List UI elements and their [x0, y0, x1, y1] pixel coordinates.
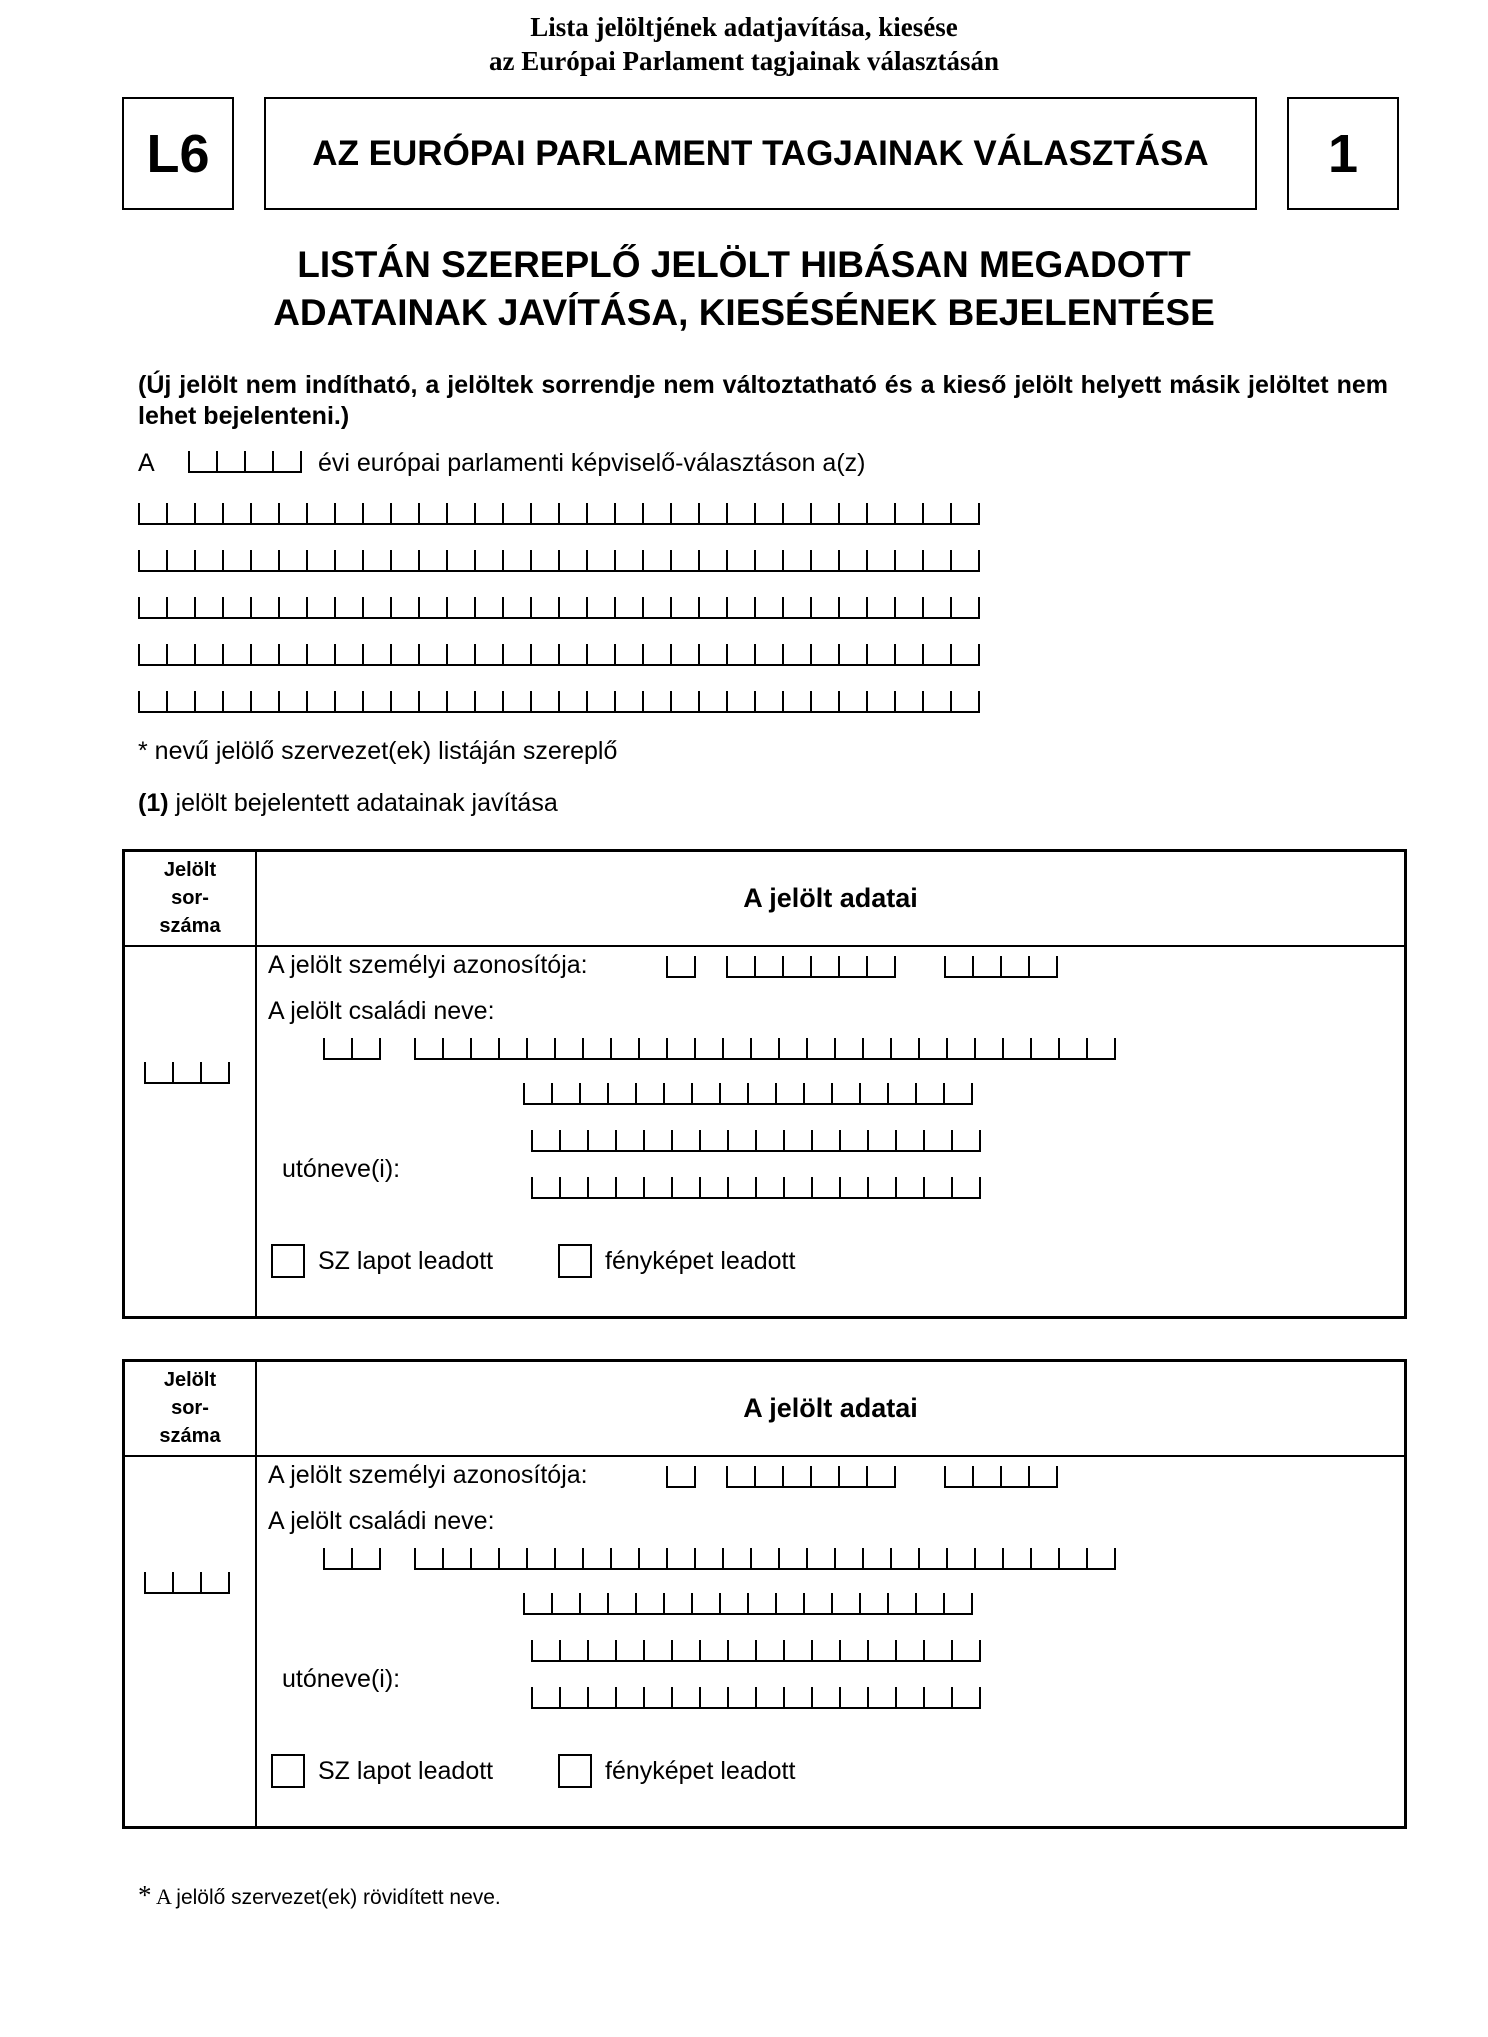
header-title-box — [264, 97, 1257, 210]
intro-suffix: évi európai parlamenti képviselő-választáson a(z) — [318, 449, 866, 477]
photo-label: fényképet leadott — [605, 1757, 796, 1785]
given-name-input-1[interactable] — [531, 1130, 981, 1152]
personal-id-part3[interactable] — [944, 956, 1058, 978]
page-number: 1 — [1327, 123, 1359, 184]
sz-label: SZ lapot leadott — [318, 1247, 494, 1275]
form-code-box — [122, 97, 234, 210]
family-name-label: A jelölt családi neve: — [268, 1507, 495, 1535]
name-prefix-input[interactable] — [323, 1038, 381, 1060]
correction-line — [138, 788, 558, 818]
col-header-data: A jelölt adatai — [743, 1393, 918, 1423]
organization-name-row-4[interactable] — [138, 644, 980, 666]
given-name-input-2[interactable] — [531, 1687, 981, 1709]
personal-id-part2[interactable] — [726, 956, 896, 978]
subtitle-line1: LISTÁN SZEREPLŐ JELÖLT HIBÁSAN MEGADOTT — [297, 244, 1191, 285]
photo-label: fényképet leadott — [605, 1247, 796, 1275]
year-input[interactable] — [188, 451, 302, 473]
sz-label: SZ lapot leadott — [318, 1757, 494, 1785]
organization-name-row-3[interactable] — [138, 597, 980, 619]
sz-checkbox[interactable] — [271, 1244, 305, 1278]
family-name-input-2[interactable] — [523, 1083, 973, 1105]
sz-checkbox[interactable] — [271, 1754, 305, 1788]
correction-number: (1) — [138, 789, 169, 817]
header-title: AZ EURÓPAI PARLAMENT TAGJAINAK VÁLASZTÁSA — [312, 133, 1209, 173]
given-name-label: utóneve(i): — [282, 1665, 401, 1693]
given-name-label: utóneve(i): — [282, 1155, 401, 1183]
col-header-number: Jelölt sor- száma — [159, 1369, 221, 1447]
col-header-data: A jelölt adatai — [743, 883, 918, 913]
form-caption-line2: az Európai Parlament tagjainak választásán — [489, 46, 999, 76]
personal-id-part2[interactable] — [726, 1466, 896, 1488]
personal-id-part3[interactable] — [944, 1466, 1058, 1488]
candidate-number-input[interactable] — [144, 1062, 230, 1084]
intro-prefix: A — [138, 449, 155, 477]
given-name-input-1[interactable] — [531, 1640, 981, 1662]
subtitle-line2: ADATAINAK JAVÍTÁSA, KIESÉSÉNEK BEJELENTÉSE — [273, 292, 1215, 333]
correction-text: jelölt bejelentett adatainak javítása — [175, 789, 558, 817]
org-suffix-text: * nevű jelölő szervezet(ek) listáján szereplő — [138, 737, 618, 765]
family-name-input-2[interactable] — [523, 1593, 973, 1615]
candidate-table-2 — [122, 1359, 1407, 1829]
family-name-label: A jelölt családi neve: — [268, 997, 495, 1025]
candidate-table-1 — [122, 849, 1407, 1319]
form-code: L6 — [146, 123, 210, 184]
photo-checkbox[interactable] — [558, 1754, 592, 1788]
col-header-number: Jelölt sor- száma — [159, 859, 221, 937]
candidate-number-input[interactable] — [144, 1572, 230, 1594]
name-prefix-input[interactable] — [323, 1548, 381, 1570]
restriction-note: (Új jelölt nem indítható, a jelöltek sorrendje nem változtatható és a kieső jelölt helyett másik jelöltet nem lehet bejelenteni.) — [138, 371, 1388, 430]
personal-id-part1[interactable] — [666, 1466, 696, 1488]
photo-checkbox[interactable] — [558, 1244, 592, 1278]
organization-name-row-2[interactable] — [138, 550, 980, 572]
personal-id-label: A jelölt személyi azonosítója: — [268, 1461, 588, 1489]
personal-id-part1[interactable] — [666, 956, 696, 978]
organization-name-row-1[interactable] — [138, 503, 980, 525]
organization-name-row-5[interactable] — [138, 691, 980, 713]
footnote-a: A — [155, 1884, 172, 1909]
footnote — [138, 1880, 501, 1911]
page-number-box — [1287, 97, 1399, 210]
footnote-text: jelölő szervezet(ek) rövidített neve. — [176, 1886, 501, 1909]
personal-id-label: A jelölt személyi azonosítója: — [268, 951, 588, 979]
form-caption-line1: Lista jelöltjének adatjavítása, kiesése — [530, 12, 958, 42]
family-name-input-1[interactable] — [414, 1548, 1116, 1570]
given-name-input-2[interactable] — [531, 1177, 981, 1199]
footnote-mark: * — [138, 1880, 152, 1910]
family-name-input-1[interactable] — [414, 1038, 1116, 1060]
